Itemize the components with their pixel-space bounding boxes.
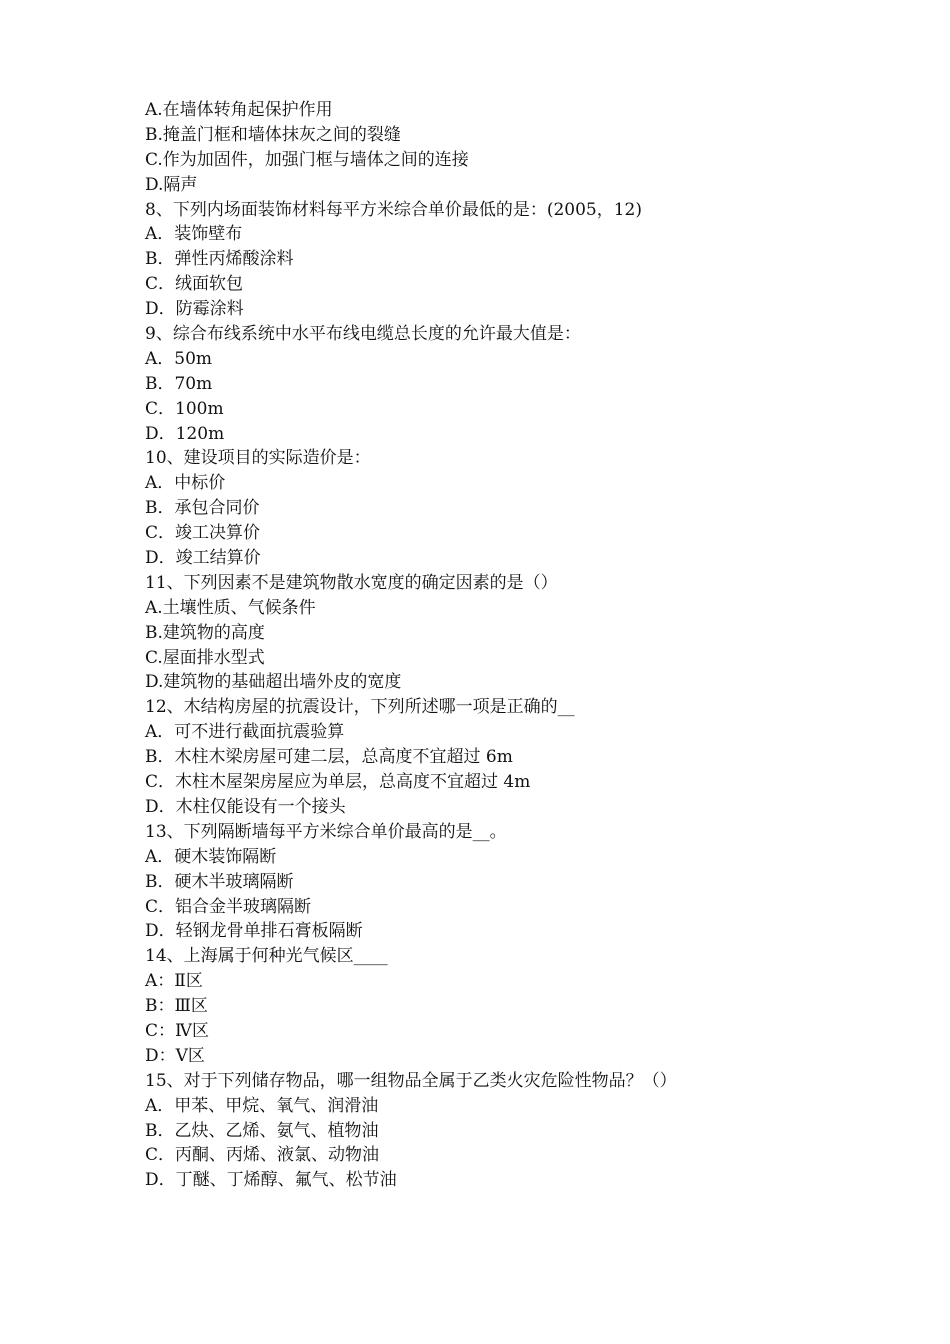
- option-line: B．硬木半玻璃隔断: [145, 871, 294, 892]
- option-line: A．装饰壁布: [145, 224, 243, 245]
- question-10: 10、建设项目的实际造价是：: [145, 448, 371, 469]
- question-15: 15、对于下列储存物品，哪一组物品全属于乙类火灾危险性物品？（）: [145, 1070, 677, 1091]
- option-line: B．70m: [145, 373, 213, 394]
- option-line: B．木柱木梁房屋可建二层，总高度不宜超过 6m: [145, 747, 513, 768]
- option-line: C：Ⅳ区: [145, 1020, 209, 1041]
- question-14: 14、上海属于何种光气候区____: [145, 946, 388, 967]
- option-line: B.掩盖门框和墙体抹灰之间的裂缝: [145, 124, 401, 145]
- option-line: D：Ⅴ区: [145, 1045, 205, 1066]
- option-line: A：Ⅱ区: [145, 971, 203, 992]
- option-line: C.作为加固件，加强门框与墙体之间的连接: [145, 149, 469, 170]
- option-line: C．绒面软包: [145, 274, 244, 295]
- option-line: C．100m: [145, 398, 224, 419]
- option-line: B.建筑物的高度: [145, 622, 265, 643]
- option-line: B．弹性丙烯酸涂料: [145, 249, 294, 270]
- question-list: [145, 98, 865, 1193]
- option-line: C．竣工决算价: [145, 523, 261, 544]
- option-line: C．丙酮、丙烯、液氯、动物油: [145, 1145, 380, 1166]
- option-line: D．木柱仅能设有一个接头: [145, 796, 346, 817]
- option-line: A．甲苯、甲烷、氧气、润滑油: [145, 1095, 379, 1116]
- option-line: D.建筑物的基础超出墙外皮的宽度: [145, 672, 402, 693]
- question-13: 13、下列隔断墙每平方米综合单价最高的是__。: [145, 821, 507, 842]
- option-line: A．中标价: [145, 473, 226, 494]
- question-8: 8、下列内场面装饰材料每平方米综合单价最低的是：(2005，12): [145, 199, 642, 220]
- option-line: D．轻钢龙骨单排石膏板隔断: [145, 921, 363, 942]
- option-line: A．50m: [145, 348, 213, 369]
- option-line: C．木柱木屋架房屋应为单层，总高度不宜超过 4m: [145, 772, 531, 793]
- option-line: A.土壤性质、气候条件: [145, 597, 316, 618]
- option-line: A．可不进行截面抗震验算: [145, 722, 345, 743]
- question-9: 9、综合布线系统中水平布线电缆总长度的允许最大值是：: [145, 324, 581, 345]
- option-line: D．防霉涂料: [145, 299, 244, 320]
- option-line: A.在墙体转角起保护作用: [145, 100, 333, 120]
- option-line: D．丁醚、丁烯醇、氟气、松节油: [145, 1170, 397, 1191]
- option-line: D．竣工结算价: [145, 548, 261, 569]
- option-line: D．120m: [145, 423, 225, 444]
- option-line: C．铝合金半玻璃隔断: [145, 896, 312, 917]
- option-line: B．承包合同价: [145, 498, 260, 519]
- option-line: D.隔声: [145, 174, 198, 195]
- option-line: C.屋面排水型式: [145, 647, 265, 668]
- question-11: 11、下列因素不是建筑物散水宽度的确定因素的是（）: [145, 572, 558, 593]
- option-line: B：Ⅲ区: [145, 996, 208, 1017]
- option-line: A．硬木装饰隔断: [145, 846, 277, 867]
- question-12: 12、木结构房屋的抗震设计，下列所述哪一项是正确的__: [145, 697, 575, 718]
- option-line: B．乙炔、乙烯、氨气、植物油: [145, 1120, 379, 1141]
